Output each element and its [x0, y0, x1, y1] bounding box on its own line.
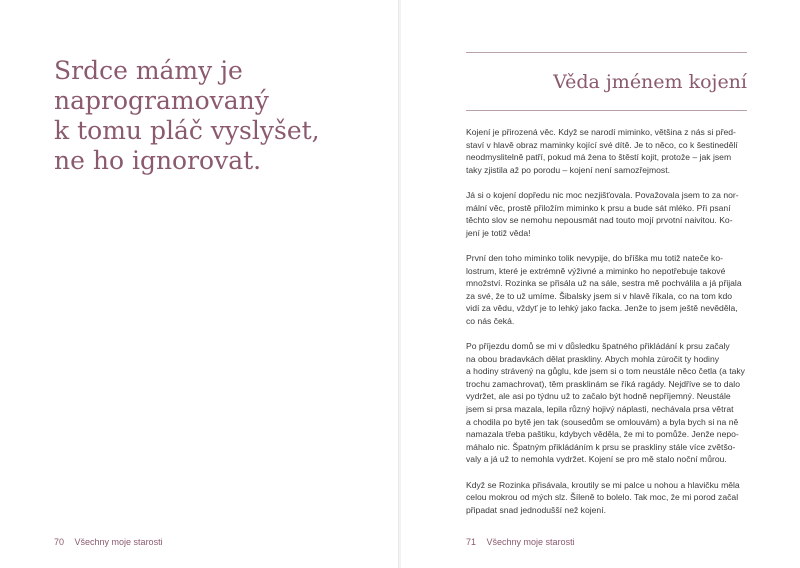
- text-line: valy a já už to nemohla vydržet. Kojení se pro mě stalo noční můrou.: [466, 454, 727, 465]
- text-line: množství. Rozinka se přisála už na sále, sestra mě pochválila a já přijala: [466, 278, 742, 289]
- text-line: neodmyslitelně patří, pokud má žena to štěstí kojit, protože – jak jsem: [466, 152, 732, 163]
- chapter-title: Věda jménem kojení: [553, 71, 747, 93]
- paragraph: [466, 479, 747, 517]
- quote-line: k tomu pláč vyslyšet,: [54, 116, 320, 145]
- text-line: celou mokrou od mých slz. Šíleně to bolelo. Tak moc, že mi porod začal: [466, 492, 739, 503]
- page-number: 70: [54, 537, 65, 547]
- title-rule-bottom: [466, 110, 747, 111]
- right-footer: [466, 537, 575, 547]
- paragraph: [466, 340, 747, 466]
- text-line: připadat snad jednodušší než kojení.: [466, 504, 606, 515]
- text-line: Po příjezdu domů se mi v důsledku špatného přikládání k prsu začaly: [466, 341, 730, 352]
- text-line: První den toho miminko tolik nevypije, do bříška mu totiž nateče ko-: [466, 252, 723, 263]
- text-line: Kojení je přirozená věc. Když se narodí miminko, většina z nás si před-: [466, 127, 736, 137]
- left-page: [0, 0, 399, 568]
- text-line: namazala třeba paštiku, kdybych věděla, že mi to pomůže. Jenže nepo-: [466, 429, 739, 440]
- text-line: a hodiny strávený na gůglu, kde jsem si o tom neustále něco četla (a taky: [466, 366, 745, 377]
- paragraph: [466, 252, 747, 328]
- quote-line: ne ho ignorovat.: [54, 146, 262, 175]
- quote-line: naprogramovaný: [54, 86, 269, 115]
- text-line: těchto slov se nemohu nepousmát nad touto mojí prvotní naivitou. Ko-: [466, 215, 733, 226]
- text-line: jení je totiž věda!: [466, 227, 531, 238]
- text-line: co nás čeká.: [466, 315, 515, 326]
- text-line: vidí za vědu, vždyť je to lehký jako facka. Jenže to jsem ještě nevěděla,: [466, 303, 738, 314]
- text-line: staví v hlavě obraz maminky kojící své dítě. Je to něco, co k šestinedělí: [466, 139, 738, 150]
- text-line: Když se Rozinka přisávala, kroutily se mi palce u nohou a hlavičku měla: [466, 479, 740, 490]
- text-line: mální věc, prostě přiložím miminko k prsu a bude sát mléko. Při psaní: [466, 202, 731, 213]
- text-line: na obou bradavkách dělat praskliny. Abych mohla zúročit ty hodiny: [466, 353, 720, 364]
- quote-line: Srdce mámy je: [54, 56, 243, 85]
- text-line: trochu zamachrovat), těm prasklinám se říká ragády. Nejdříve se to dalo: [466, 378, 741, 389]
- chapter-body: [466, 126, 747, 529]
- running-title: Všechny moje starosti: [74, 537, 163, 547]
- page-number: 71: [466, 537, 477, 547]
- text-line: taky zjistila až po porodu – kojení není samozřejmost.: [466, 164, 670, 175]
- left-footer: [54, 537, 163, 547]
- text-line: lostrum, které je extrémně výživné a miminko ho nepotřebuje takové: [466, 265, 726, 276]
- title-rule-top: [466, 52, 747, 53]
- text-line: a chodila po bytě jen tak (sousedům se omlouvám) a byla bych si na ně: [466, 416, 739, 427]
- pull-quote: [54, 56, 354, 176]
- text-line: za své, že to už umíme. Šibalsky jsem si v hlavě říkala, co na tom kdo: [466, 290, 733, 301]
- running-title: Všechny moje starosti: [486, 537, 575, 547]
- text-line: vydržet, ale asi po týdnu už to začalo být hodně nepříjemný. Neustále: [466, 391, 731, 402]
- paragraph: [466, 126, 747, 176]
- paragraph: [466, 189, 747, 239]
- text-line: jsem si prsa mazala, lepila různý hojivý náplasti, nechávala prsa větrat: [466, 404, 734, 415]
- text-line: Já si o kojení dopředu nic moc nezjišťovala. Považovala jsem to za nor-: [466, 189, 739, 200]
- text-line: máhalo nic. Špatným přikládáním k prsu se praskliny stále více zvětšo-: [466, 441, 736, 452]
